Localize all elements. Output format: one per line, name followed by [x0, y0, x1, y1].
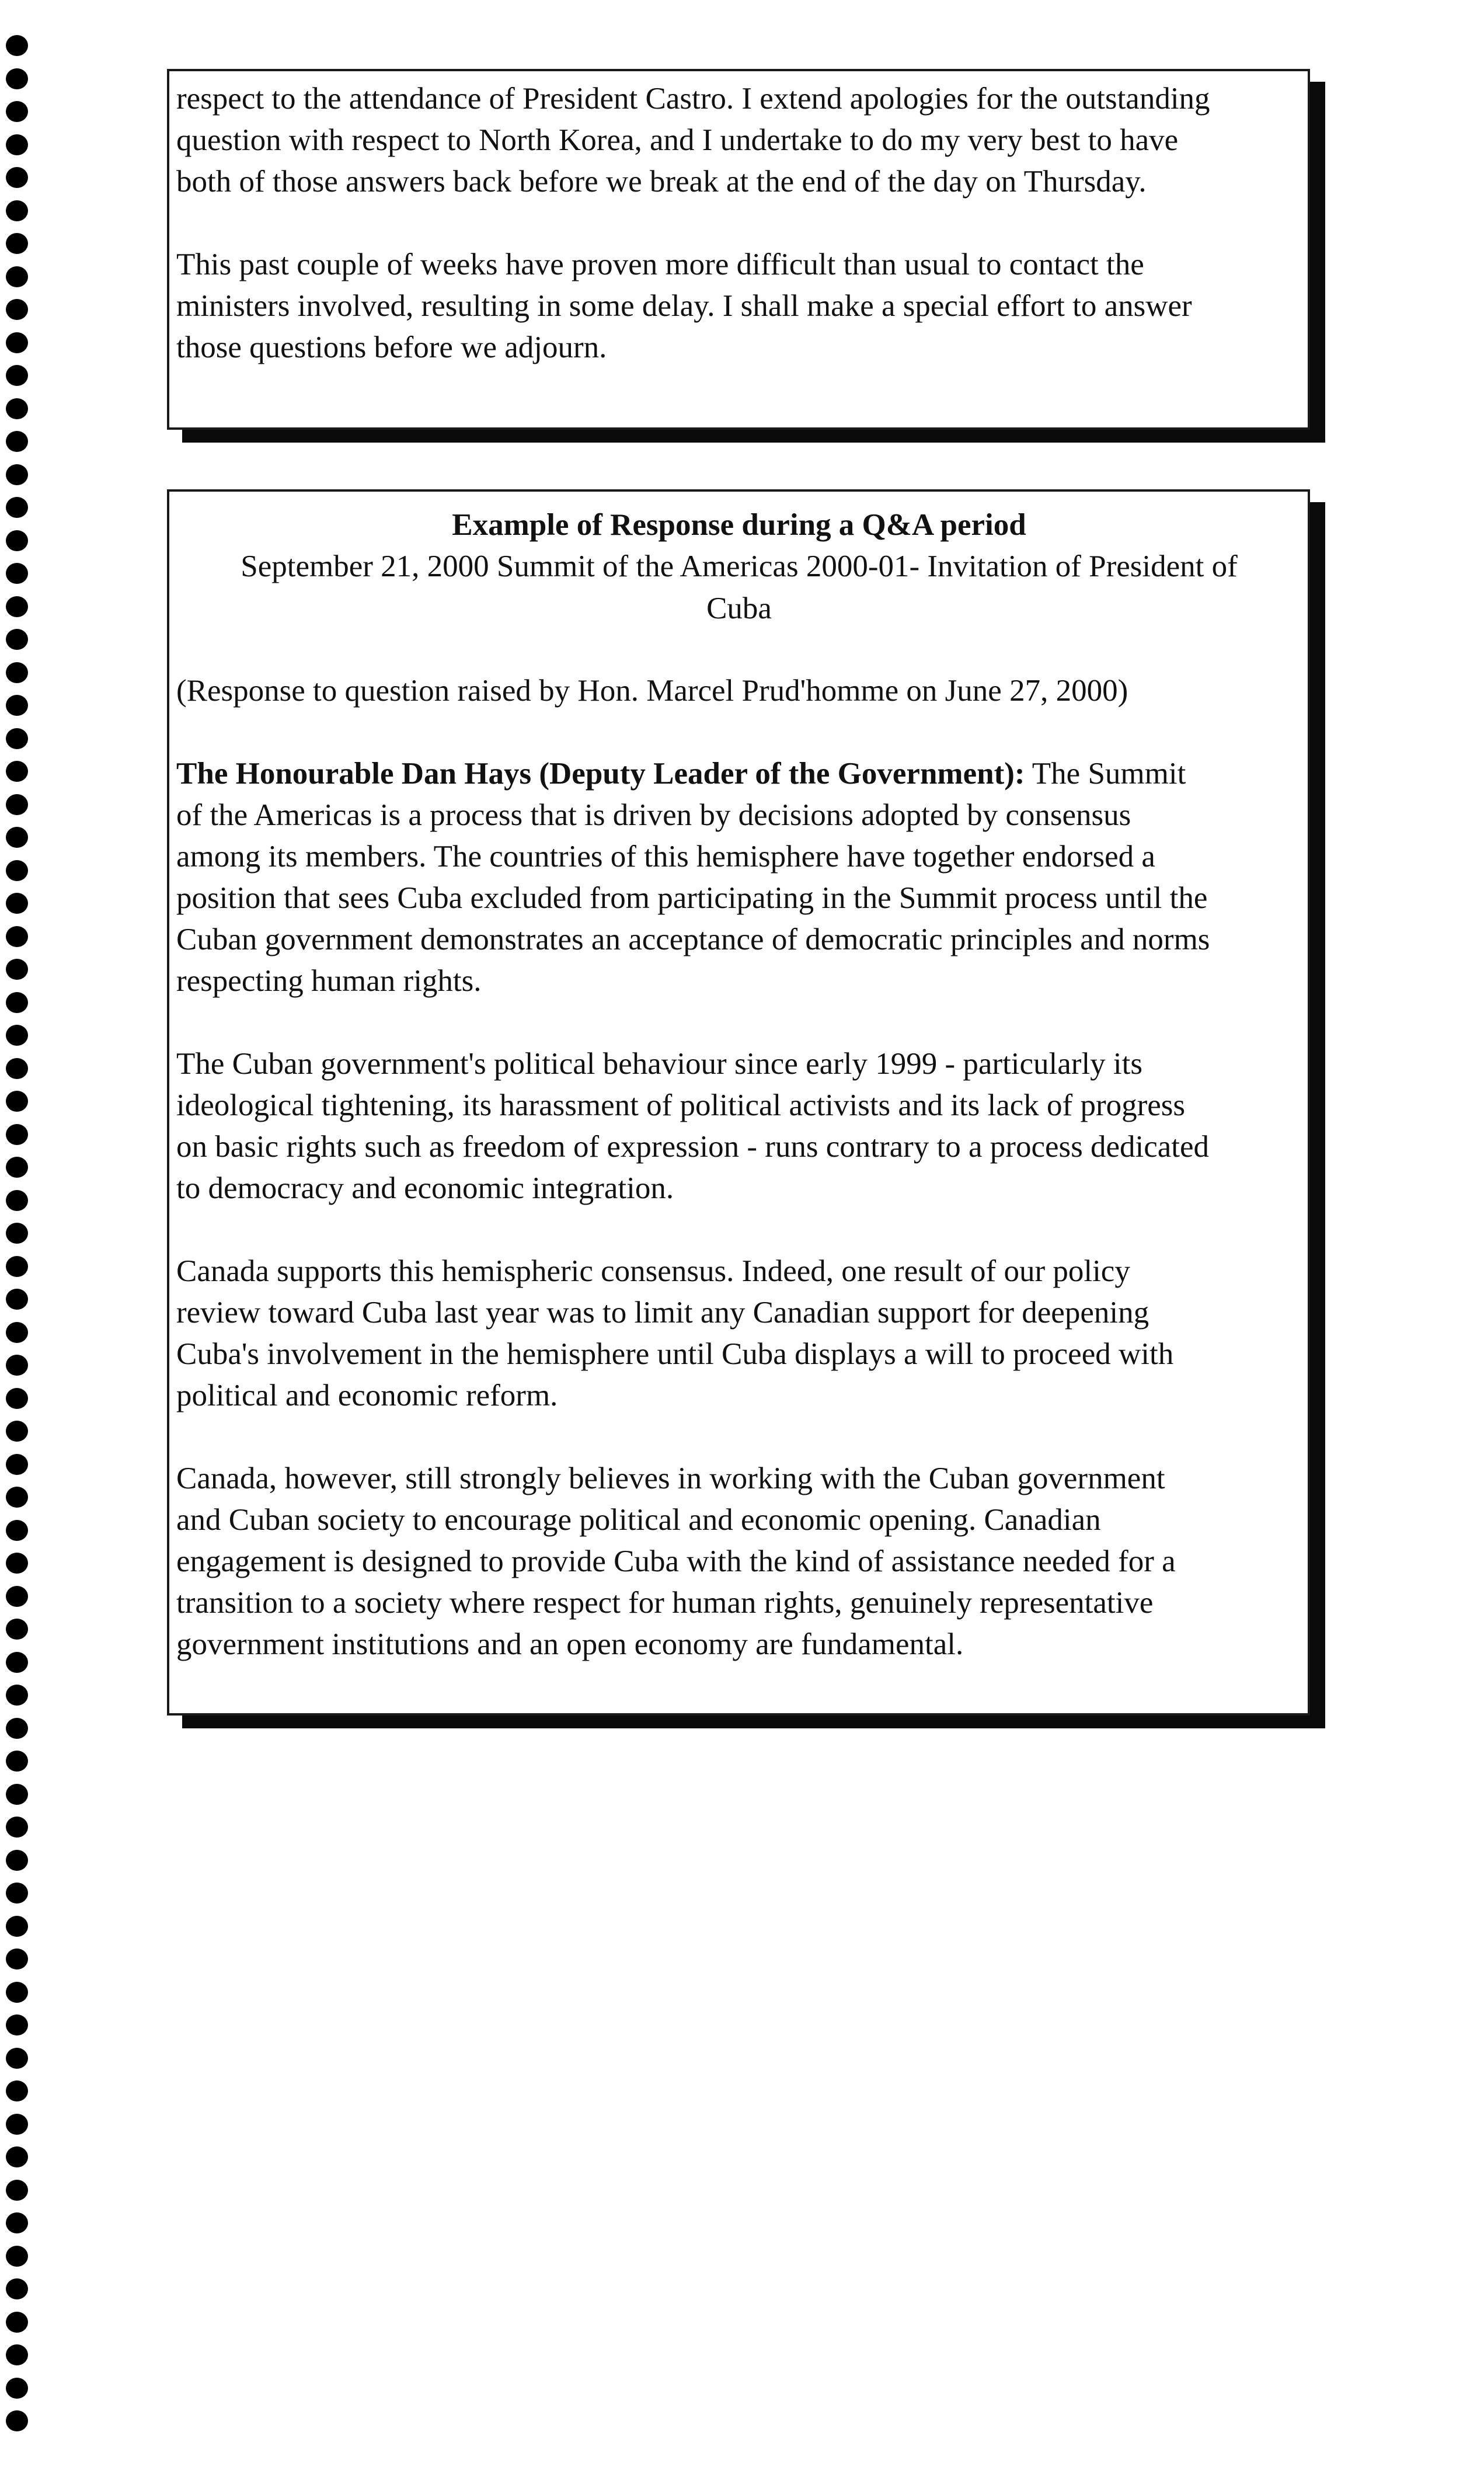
binding-hole: [6, 1421, 28, 1442]
binding-hole: [6, 1718, 28, 1739]
binding-hole: [6, 827, 28, 848]
binding-hole: [6, 299, 28, 320]
response-paragraph: The Cuban government's political behaviour since early 1999 - particularly its ideological tightening, its harassment of political activists and its lack of progress on basic rights such as freedom of expression - runs contrary to a process dedicated to democracy and economic integration.: [176, 1047, 1210, 1205]
binding-hole: [6, 134, 28, 155]
binding-hole: [6, 1322, 28, 1343]
binding-hole: [6, 1256, 28, 1277]
binding-hole: [6, 233, 28, 254]
binding-hole: [6, 365, 28, 386]
binding-hole: [6, 629, 28, 650]
binding-hole: [6, 2278, 28, 2299]
binding-hole: [6, 464, 28, 485]
binding-hole: [6, 266, 28, 287]
binding-hole: [6, 1982, 28, 2003]
binding-hole: [6, 761, 28, 782]
binding-hole: [6, 728, 28, 749]
binding-hole: [6, 1223, 28, 1244]
speaker-name: The Honourable Dan Hays (Deputy Leader of the Government):: [176, 757, 1025, 791]
binding-hole: [6, 1091, 28, 1112]
binding-hole: [6, 2114, 28, 2135]
binding-hole: [6, 1355, 28, 1376]
response-paragraph: Canada supports this hemispheric consensus. Indeed, one result of our policy review toward Cuba last year was to limit any Canadian support for deepening Cuba's involvement in the hemisphere until Cuba displays a will to proceed with political and economic reform.: [176, 1254, 1174, 1412]
binding-hole: [6, 1685, 28, 1706]
binding-hole: [6, 695, 28, 716]
binding-hole: [6, 2212, 28, 2233]
binding-hole: [6, 2246, 28, 2267]
binding-hole: [6, 860, 28, 881]
binding-hole: [6, 1520, 28, 1541]
binding-hole: [6, 200, 28, 221]
binding-hole: [6, 2014, 28, 2035]
binding-hole: [6, 332, 28, 353]
binding-hole: [6, 398, 28, 419]
binding-holes: [6, 35, 32, 2452]
binding-hole: [6, 1157, 28, 1178]
response-note: (Response to question raised by Hon. Marcel Prud'homme on June 27, 2000): [176, 674, 1128, 708]
binding-hole: [6, 1487, 28, 1508]
binding-hole: [6, 2048, 28, 2069]
binding-hole: [6, 662, 28, 683]
binding-hole: [6, 101, 28, 122]
binding-hole: [6, 893, 28, 914]
continuation-box: [167, 69, 1310, 430]
binding-hole: [6, 794, 28, 815]
binding-hole: [6, 1454, 28, 1475]
binding-hole: [6, 2312, 28, 2333]
binding-hole: [6, 1388, 28, 1409]
qa-example-box: [167, 489, 1310, 1716]
binding-hole: [6, 530, 28, 551]
binding-hole: [6, 1916, 28, 1937]
binding-hole: [6, 1751, 28, 1772]
binding-hole: [6, 1289, 28, 1310]
binding-hole: [6, 497, 28, 518]
binding-hole: [6, 1948, 28, 1970]
binding-hole: [6, 68, 28, 89]
speaker-paragraph: [176, 753, 1302, 1002]
qa-example-title: Example of Response during a Q&A period: [452, 508, 1026, 542]
binding-hole: [6, 1190, 28, 1211]
binding-hole: [6, 2080, 28, 2101]
speaker-text: The Summit of the Americas is a process that is driven by decisions adopted by consensus among its members. The countries of this hemisphere have together endorsed a position that sees Cuba excluded from participating in the Summit process until the Cuban government demonstrates an acceptance of democratic principles and norms respecting human rights.: [176, 757, 1210, 998]
binding-hole: [6, 167, 28, 188]
binding-hole: [6, 2344, 28, 2365]
qa-example-subtitle: September 21, 2000 Summit of the Americas 2000-01- Invitation of President of Cuba: [241, 549, 1238, 625]
binding-hole: [6, 2180, 28, 2201]
binding-hole: [6, 1883, 28, 1904]
binding-hole: [6, 1652, 28, 1673]
continuation-paragraph: respect to the attendance of President Castro. I extend apologies for the outstanding question with respect to North Korea, and I undertake to do my very best to have both of those answers back before we break at the end of the day on Thursday.: [176, 82, 1210, 199]
binding-hole: [6, 431, 28, 452]
binding-hole: [6, 35, 28, 56]
binding-hole: [6, 1784, 28, 1805]
binding-hole: [6, 1619, 28, 1640]
response-paragraph: Canada, however, still strongly believes in working with the Cuban government and Cuban society to encourage political and economic opening. Canadian engagement is designed to provide Cuba with the kind of assistance needed for a transition to a society where respect for human rights, genuinely representative government institutions and an open economy are fundamental.: [176, 1462, 1176, 1661]
binding-hole: [6, 1553, 28, 1574]
binding-hole: [6, 2378, 28, 2399]
binding-hole: [6, 1058, 28, 1079]
binding-hole: [6, 596, 28, 617]
binding-hole: [6, 1817, 28, 1838]
binding-hole: [6, 1124, 28, 1145]
binding-hole: [6, 1586, 28, 1607]
binding-hole: [6, 1025, 28, 1046]
binding-hole: [6, 959, 28, 980]
binding-hole: [6, 992, 28, 1013]
binding-hole: [6, 926, 28, 947]
binding-hole: [6, 1850, 28, 1871]
binding-hole: [6, 2410, 28, 2431]
continuation-paragraph: This past couple of weeks have proven more difficult than usual to contact the ministers involved, resulting in some delay. I shall make a special effort to answer those questions before we adjourn.: [176, 248, 1192, 364]
binding-hole: [6, 2146, 28, 2167]
binding-hole: [6, 563, 28, 584]
